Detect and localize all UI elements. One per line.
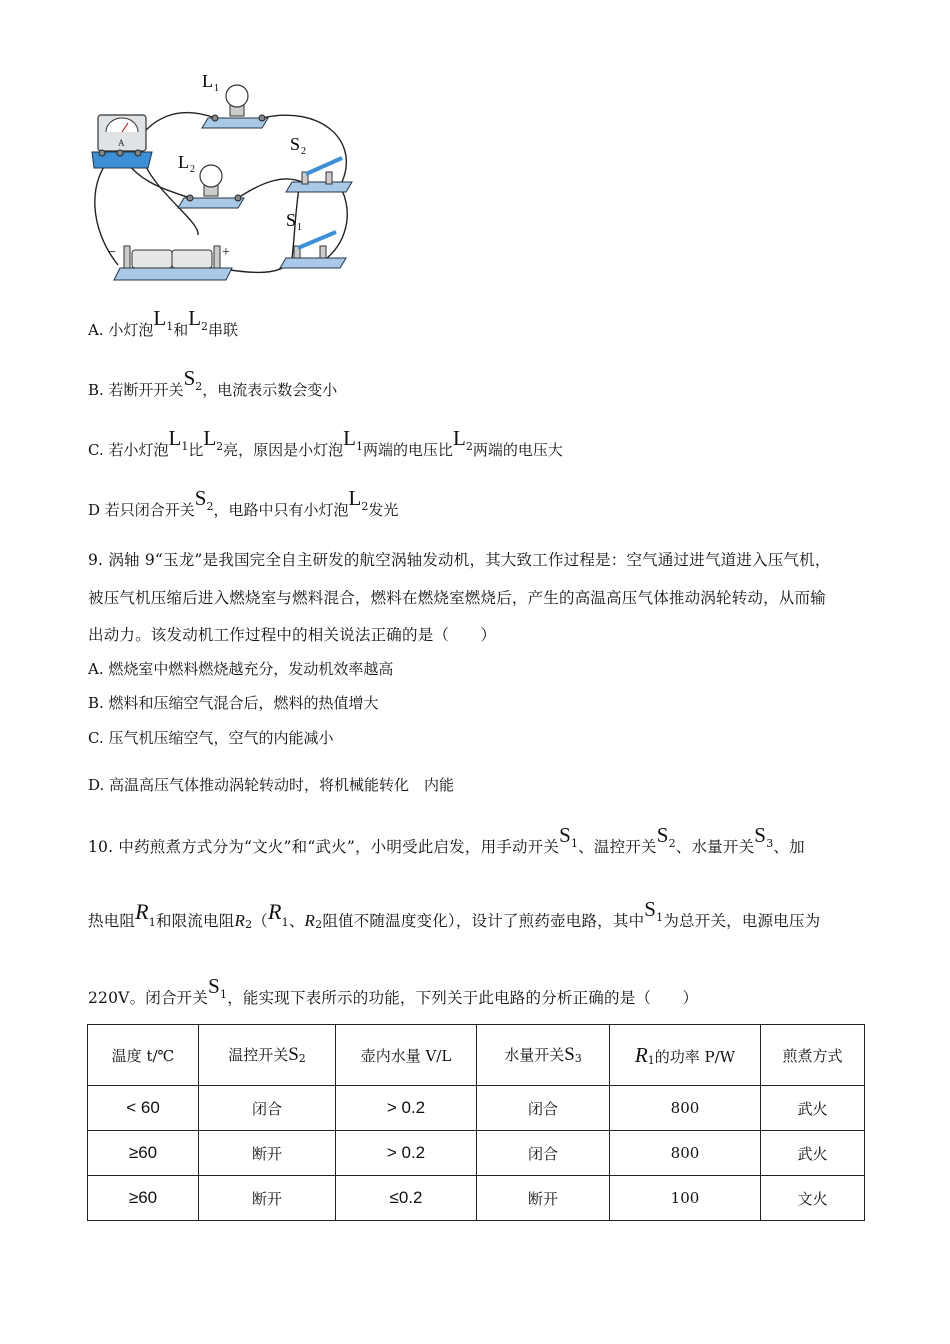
header-s3: 水量开关S3 — [477, 1025, 610, 1086]
q10-stem-line2: 热电阻R1和限流电阻R2（R1、R2阻值不随温度变化），设计了煎药壶电路，其中$S^1$为总开关，电源电压为 — [88, 897, 821, 931]
switch-S1 — [280, 210, 346, 268]
cell-power: 800 — [610, 1086, 761, 1131]
cell-s2: 闭合 — [199, 1086, 336, 1131]
svg-text:2: 2 — [301, 146, 306, 157]
svg-text:−: − — [108, 245, 116, 260]
circuit-diagram — [80, 60, 380, 290]
svg-text:2: 2 — [190, 164, 195, 175]
q9-option-d: D. 高温高压气体推动涡轮转动时，将机械能转化 内能 — [88, 776, 455, 794]
header-s2: 温控开关S2 — [199, 1025, 336, 1086]
svg-text:L: L — [202, 71, 213, 91]
q8-option-b: B. 若断开开关$S^2$，电流表示数会变小 — [88, 366, 338, 399]
table-row — [88, 1131, 865, 1176]
svg-text:+: + — [222, 245, 230, 260]
cell-temp: ≥60 — [88, 1131, 199, 1176]
cell-power: 100 — [610, 1176, 761, 1221]
q9-option-a: A. 燃烧室中燃料燃烧越充分，发动机效率越高 — [88, 660, 394, 678]
q8-option-d: D 若只闭合开关$S^2$，电路中只有小灯泡$L^2$发光 — [88, 486, 399, 519]
q9-option-b: B. 燃料和压缩空气混合后，燃料的热值增大 — [88, 694, 379, 712]
q8-option-a: A. 小灯泡$L^1$和$L^2$串联 — [88, 306, 239, 339]
lamp-L2 — [178, 152, 244, 208]
svg-text:1: 1 — [297, 222, 302, 233]
svg-text:1: 1 — [214, 83, 219, 94]
cell-mode: 武火 — [761, 1086, 865, 1131]
cell-s2: 断开 — [199, 1131, 336, 1176]
q9-stem-line1: 9. 涡轴 9“玉龙”是我国完全自主研发的航空涡轴发动机，其大致工作过程是：空气通过进气道进入压气机， — [88, 551, 831, 569]
q10-stem-line1: 10. 中药煎煮方式分为“文火”和“武火”，小明受此启发，用手动开关$S^1$、温控开关$S^2$、水量开关$S^3$、加 — [88, 823, 805, 856]
cell-power: 800 — [610, 1131, 761, 1176]
cell-water: ≤0.2 — [336, 1176, 477, 1221]
ammeter — [92, 115, 152, 168]
lamp-L1 — [202, 71, 268, 128]
q10-stem-line3: 220V。闭合开关$S^1$，能实现下表所示的功能，下列关于此电路的分析正确的是（ ） — [88, 974, 699, 1007]
cell-mode: 文火 — [761, 1176, 865, 1221]
cell-temp: < 60 — [88, 1086, 199, 1131]
q9-stem-line3: 出动力。该发动机工作过程中的相关说法正确的是（ ） — [88, 626, 497, 644]
function-table — [87, 1024, 865, 1221]
cell-s3: 闭合 — [477, 1131, 610, 1176]
q8-option-c: C. 若小灯泡$L^1$比$L^2$亮，原因是小灯泡$L^1$两端的电压比$L^2$两端的电压大 — [88, 426, 563, 459]
cell-s2: 断开 — [199, 1176, 336, 1221]
table-row — [88, 1176, 865, 1221]
header-r1-power: R1的功率 P/W — [610, 1025, 761, 1086]
header-mode: 煎煮方式 — [761, 1025, 865, 1086]
svg-text:S: S — [286, 210, 297, 230]
svg-text:S: S — [290, 134, 301, 154]
table-header-row — [88, 1025, 865, 1086]
cell-water: > 0.2 — [336, 1131, 477, 1176]
q9-option-c: C. 压气机压缩空气，空气的内能减小 — [88, 729, 334, 747]
header-water: 壶内水量 V/L — [336, 1025, 477, 1086]
table-row — [88, 1086, 865, 1131]
cell-temp: ≥60 — [88, 1176, 199, 1221]
battery — [108, 245, 232, 280]
header-temp: 温度 t/℃ — [88, 1025, 199, 1086]
q9-stem-line2: 被压气机压缩后进入燃烧室与燃料混合，燃料在燃烧室燃烧后，产生的高温高压气体推动涡轮转动，从而输 — [88, 589, 826, 607]
cell-s3: 断开 — [477, 1176, 610, 1221]
svg-text:A: A — [118, 138, 125, 148]
cell-water: > 0.2 — [336, 1086, 477, 1131]
cell-mode: 武火 — [761, 1131, 865, 1176]
svg-text:L: L — [178, 152, 189, 172]
cell-s3: 闭合 — [477, 1086, 610, 1131]
